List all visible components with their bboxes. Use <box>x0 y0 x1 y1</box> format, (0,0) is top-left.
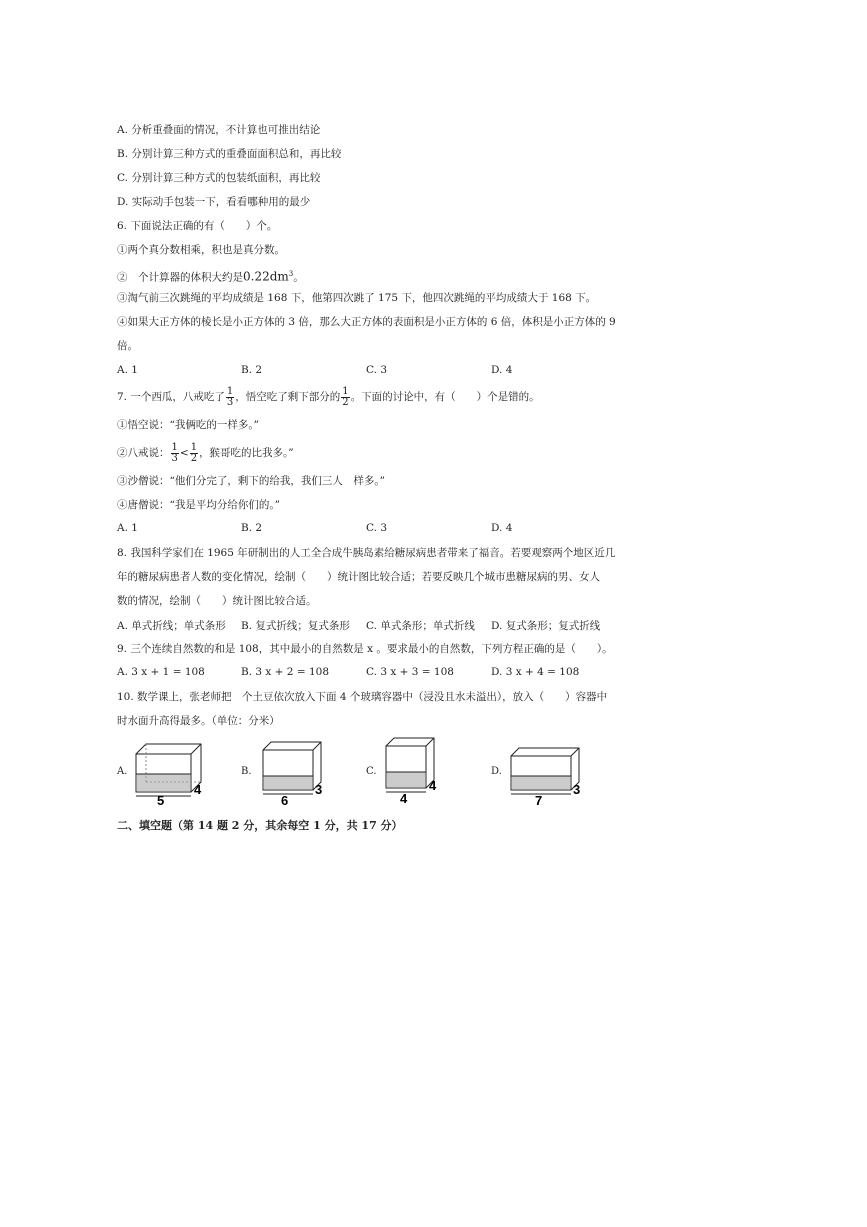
q7-option-b: B. 2 <box>241 522 263 534</box>
q6-statement-4-line1: ④如果大正方体的棱长是小正方体的 3 倍，那么大正方体的表面积是小正方体的 6 倍，体积是小正方体的 9 <box>117 316 616 328</box>
figure-label-d: D. <box>491 766 502 777</box>
dim-d-length: 7 <box>535 793 543 806</box>
q9-option-c: C. 3 x + 3 = 108 <box>366 666 454 678</box>
q8-stem-line1: 8. 我国科学家们在 1965 年研制出的人工全合成牛胰岛素给糖尿病患者带来了福音。若要观察两个地区近几 <box>117 547 616 559</box>
q8-option-c: C. 单式条形；单式折线 <box>366 620 475 632</box>
q5-option-c: C. 分别计算三种方式的包装纸面积，再比较 <box>117 172 321 184</box>
q6-option-c: C. 3 <box>366 364 388 376</box>
q6-statement-4-line2: 倍。 <box>117 340 138 352</box>
dim-b-length: 6 <box>281 793 289 806</box>
container-figure-d <box>491 736 591 806</box>
q9-stem: 9. 三个连续自然数的和是 108，其中最小的自然数是 x 。要求最小的自然数，下列方程正确的是（ ）。 <box>117 643 613 655</box>
q6-statement-2: ② 个计算器的体积大约是$0.22dm^3$。 <box>117 269 304 284</box>
q5-option-b: B. 分别计算三种方式的重叠面面积总和，再比较 <box>117 148 342 160</box>
figure-label-a: A. <box>117 766 128 777</box>
q6-option-b: B. 2 <box>241 364 263 376</box>
q8-stem-line2: 年的糖尿病患者人数的变化情况，绘制（ ）统计图比较合适；若要反映几个城市患糖尿病的男、女人 <box>117 571 600 583</box>
glass-box-d-icon <box>491 736 591 806</box>
glass-box-b-icon <box>241 736 331 806</box>
q7-stem: 7. 一个西瓜，八戒吃了 $\frac{1}{3}$ ，悟空吃了剩下部分的 $\frac{1}{2}$ 。下面的讨论中，有（ ）个是错的。 <box>117 385 540 408</box>
q7-statement-4: ④唐僧说：“我是平均分给你们的。” <box>117 499 280 511</box>
q5-option-d: D. 实际动手包装一下，看看哪种用的最少 <box>117 196 311 208</box>
q6-option-d: D. 4 <box>491 364 513 376</box>
dim-a-length: 5 <box>157 793 165 806</box>
q7-option-a: A. 1 <box>117 522 138 534</box>
q10-stem-line2: 时水面升高得最多。（单位：分米） <box>117 715 280 727</box>
q7-statement-1: ①悟空说：“我俩吃的一样多。” <box>117 419 259 431</box>
q6-statement-3: ③淘气前三次跳绳的平均成绩是 168 下，他第四次跳了 175 下，他四次跳绳的平均成绩大于 168 下。 <box>117 292 597 304</box>
container-figure-a <box>117 736 207 806</box>
q7-option-c: C. 3 <box>366 522 388 534</box>
q9-option-b: B. 3 x + 2 = 108 <box>241 666 329 678</box>
glass-box-a-icon <box>117 736 207 806</box>
q8-option-b: B. 复式折线；复式条形 <box>241 620 350 632</box>
q6-option-a: A. 1 <box>117 364 138 376</box>
dim-d-width: 3 <box>573 782 581 797</box>
q6-statement-1: ①两个真分数相乘，积也是真分数。 <box>117 244 285 256</box>
q8-stem-line3: 数的情况，绘制（ ）统计图比较合适。 <box>117 595 317 607</box>
glass-box-c-icon <box>366 736 456 806</box>
q6-stem: 6. 下面说法正确的有（ ）个。 <box>117 220 278 232</box>
dim-a-width: 4 <box>194 782 202 797</box>
q7-statement-3: ③沙僧说：“他们分完了，剩下的给我，我们三人 样多。” <box>117 475 385 487</box>
q10-stem-line1: 10. 数学课上，张老师把 个土豆依次放入下面 4 个玻璃容器中（浸没且水未溢出），放入（ ）容器中 <box>117 691 608 703</box>
container-figure-b <box>241 736 331 806</box>
dim-c-length: 4 <box>400 791 408 806</box>
q9-option-a: A. 3 x + 1 = 108 <box>117 666 205 678</box>
q5-option-a: A. 分析重叠面的情况，不计算也可推出结论 <box>117 124 321 136</box>
fraction-one-third: $\frac{1}{3}$ <box>226 385 234 408</box>
dim-c-width: 4 <box>429 778 437 793</box>
section-title-fill-in: 二、填空题（第 14 题 2 分，其余每空 1 分，共 17 分） <box>117 819 403 832</box>
q8-option-a: A. 单式折线；单式条形 <box>117 620 226 632</box>
figure-label-c: C. <box>366 766 377 777</box>
fraction-one-half: $\frac{1}{2}$ <box>342 385 349 408</box>
q7-option-d: D. 4 <box>491 522 513 534</box>
dim-b-width: 3 <box>315 782 323 797</box>
q8-option-d: D. 复式条形；复式折线 <box>491 620 601 632</box>
q9-option-d: D. 3 x + 4 = 108 <box>491 666 580 678</box>
figure-label-b: B. <box>241 766 252 777</box>
container-figure-c <box>366 736 456 806</box>
q7-statement-2: ②八戒说： $\frac{1}{3}$ < $\frac{1}{2}$ ，猴哥吃的比我多。” <box>117 441 294 464</box>
